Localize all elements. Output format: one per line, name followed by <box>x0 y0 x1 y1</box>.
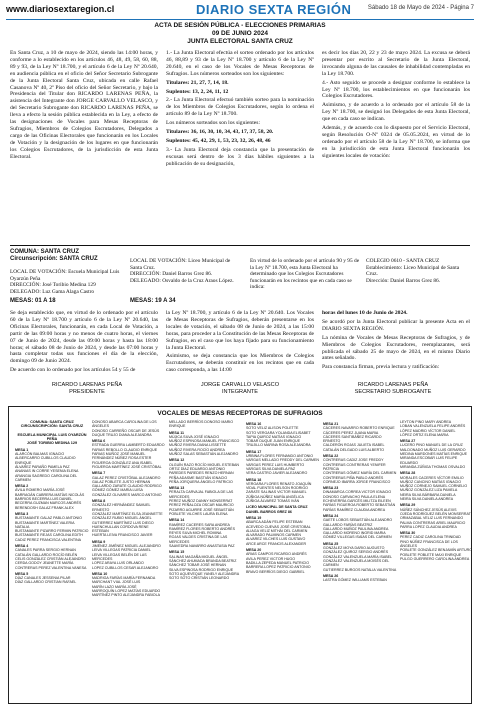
mesa-label: MESA 15 <box>169 550 185 555</box>
mesa-label: MESA 5 <box>15 571 29 576</box>
mesa-vocales-list: DINAMARCA CORREA VICTOR IGNACIO DONOSO CARVACHO PAULA ELENA ECHEVERRÍA GARCÉS MILITZA EILEEN FARÍAS FIGUEROA ROBERTO SEBASTIÁN FARÍAS RAMÍREZ CLAUDIA ANDREA <box>323 490 396 512</box>
vocales-column <box>246 420 320 574</box>
circunscripcion: Circunscripción: SANTA CRUZ <box>10 256 98 262</box>
acuerdo-paragraph: De acuerdo con lo ordenado por los artículos 54 y 55 de <box>10 367 136 374</box>
mesa-vocales-list: JIMÉNEZ JIMÉNEZ MIGUEL ALEJANDRO LEIVA VILLEGAS PATRICIA DANIEL LEIVA VILLEGAS BELÉN DE LAS MERCEDES LOPEZ ARAYA LUIS ORLANDO LOPEZ CUBILLOS CESAR ALEJANDRO <box>92 544 161 570</box>
mesa-vocales-list: SOTO VELIZ ALISON POLETTE SOTO VERGARA YOLANDA ELISABET TAPIA QUIROZ MATÍAS IGNACIO TOBAR DUQUE JUAN ENRIQUE TRUJILLO MARINA ROSA ALEJANDRA <box>246 426 311 448</box>
signer-integrante <box>165 382 315 396</box>
mesa-vocales-list: SALINAS MAGAÑA MIGUEL ÁNGEL SÁNCHEZ AHUMADA BRANDA BEATRIZ SÁNCHEZ TOBAR JOSÉ HERNAN SILVA ESPINOSA RODRIGO ENRIQUE SOTO AQUEVEQUE YANELY ALEJANDRA SOTO SOTO CRISTIÁN LEONARDO <box>169 554 240 581</box>
mesa-vocales-list: VERGARA FLORES RENATO JOAQUÍN VIDAL FUENTES NELSON RODRIGO ZARATE SALINAS VICTOR MANUEL ZÚÑIGA NÚÑEZ MARÍA ANGÉLICA ZÚÑIGA ÁLVAREZ TOMÁS IVÁN <box>246 481 312 504</box>
mesa-vocales-list: PERALTA CARVAJAL FABIOLA DE LAS MERCEDES PEREZ MUÑOZ DANNY MONSERRAT PEREZ PEÑALOZA OSCAR MAURICIO PIZARRO AGUIRRE JOSÉ SEBASTIÁN POBLETE VILCHES LAURA ELENA <box>169 490 234 516</box>
mesa-vocales-list: ALARCÓN BALMAS IGNACIO ALBERCARRO CUBILLOS CLAUDIO ENRIQUE ÁLVAREZ PARAÑO PAMELA PAZ ANANIAS IN CORRE YESENIA ELENA ARANGIA SAGREDO CAROLINA DEL CARMEN <box>15 452 79 482</box>
mesa-vocales-list: NÚÑEZ SÁNCHEZ JESÚS ALEXIS OJEDA RODRÍGUEZ BELÉN MONSERRAT ORMAZABAL VELIZ LUIS FERNANDO PALMA CONTRERAS ARIEL MAURICIO PARRA LOPEZ CLAUDIA ANDREA <box>400 507 471 529</box>
acta-date: 09 DE JUNIO 2024 <box>211 30 268 37</box>
acta-heading <box>0 22 480 46</box>
mesa-label: MESA 26 <box>323 573 339 578</box>
mesa-vocales-list: DONOSO ABARCA CAROLINA DE LOS ÁNGELES DONOSO CARREÑO OSCAR DE JESÚS DUQUE TRUJO DIANA ALEJANDRA <box>92 420 160 437</box>
signer-role: PRESIDENTE <box>69 389 105 395</box>
colegios-info: En virtud de lo ordenado por el artículo 90 y 95 de la Ley Nº 18.700, esta Junta Electoral ha determinado que los Colegios Escrutadores funcionarán en los recintos que en cada caso se indica: <box>250 258 360 290</box>
suplentes-vocales: Suplentes: 13, 2, 24, 11, 12 <box>166 88 229 95</box>
local-votacion-1: LOCAL DE VOTACIÓN: Escuela Municipal Luis Oyarzún Peña DIRECCIÓN: José Toribio Medina 129 DELEGADO: Luz Gama Alaga Castro <box>10 269 120 295</box>
mesa-label: MESA 20 <box>246 548 262 553</box>
publicacion-paragraph: Se acordó por la Junta Electoral publicar la presente Acta en el DIARIO SEXTA REGIÓN. <box>322 318 470 332</box>
mesa-vocales-list: GAETE LOBOS SEBASTIÁN ALEJANDRO GALLARDO FARÍAS BEATRIZ GALLARDO MUÑOZ PAULINA ANDREA GALLARDO MORENO INGRID MARIA GÓMEZ VILLEGAS ISAÍAS DEL CARMEN <box>323 518 393 540</box>
mesa-label: MESA 24 <box>323 513 339 518</box>
commune-title <box>10 249 98 263</box>
mesa-label: MESA 17 <box>246 449 262 454</box>
mesa-vocales-list: BUSTAMANTE GALAZ PABLO ANTONIO BUSTAMANTE MARTÍNEZ VALERIA NATALIA BUSTAMANTE PIZARRO FERMIN PATRICIO BUSTAMANTE REJAS CAROLINA EDITH CADIZ PEREZ FRANCISCA VALENTINA <box>15 516 89 542</box>
mesa-vocales-list: LEYTON PINO MARY ANDREA LOBAN VALENZUELA FELIPE ANDRÉS LÓPEZ MADRID VÍCTOR DANIEL LÓPEZ ORTIZ ELENA MARIA <box>400 420 466 437</box>
mesa-vocales-list: GONZÁLEZ HERNÁNDEZ SAMUEL ERNESTO GONZÁLEZ MARTÍNEZ ELSA JEANNETTE GONZÁLEZ RUBIO MIGUEL ÁNGEL GUTIERREZ MARTÍNEZ LUIS DIEGO HUENCHULLAN CORDOVA RENE ESTEBAN HUERTA LEIVA FRANCISCO JAVIER <box>92 503 163 538</box>
mesa-vocales-list: CÁCERES NAVARRO ROBERTO ENRIQUE CÁCERES PEREZ JUANA MARIA CÁCERES SANTIBÁÑEZ RICARDO ERNESTO CALDERÓN ROJAS JULIETA ISABEL CATALÁN DELGADO LUIS ALBERTO <box>323 426 395 452</box>
mesa-label: MESA 30 <box>400 531 416 536</box>
signer-role: SECRETARIO SUBROGANTE <box>354 389 432 395</box>
mesa-vocales-list: ESTRADA GUERRA LAMBERTO EDUARDO FARIAS REBOLLO CLAUDIO ENRIQUE FARIAS MUÑOZ JOSÉ MANUEL FERNÁNDEZ NÚÑEZ ROSA ESTER FIGUEROA GONZÁLEZ ANA ISABEL FIGUEROA MARTÍNEZ JOSÉ CRISTÓBAL <box>92 443 165 469</box>
mesa-label: MESA 13 <box>169 486 185 491</box>
newspaper-header <box>0 0 480 20</box>
mesa-vocales-list: LUCERO PINO MANUEL DE LA CRUZ MALDONADO MUÑOZ LUIS GERARDO MEDINA MARDONES MATÍAS ENRIQUE MIRANDA ESCOBAR LUIS FELIPE EDUARDO MIRANDA ZÚÑIGA THOMAS OSVALDO <box>400 443 468 469</box>
vocales-box <box>8 406 472 704</box>
header-rule <box>6 19 474 20</box>
intro-column-3 <box>322 50 470 162</box>
mesa-vocales-list: ARIAS CAMPOS RICARDO ANDRÉS AVILA PEREZ VICTOR HUGO BADILLA ZEPEDA MANUEL PATRICIO BARRERA LOPEZ PATRICIO ANTONIO BRAVO BERRÍOS DIEGO GABRIEL <box>246 552 311 574</box>
excusas-cont: es decir los días 20, 22 y 23 de mayo 2024. La excusa se deberá presentar por escrito al Secretario de la Junta Electoral, invocando alguna de las causales de inhabilidad contempladas en la Ley 18.700. <box>322 50 470 77</box>
mesa-vocales-list: GALAZ PEREZ CRISTÓBAL ALEJANDRO GALAZ POBLETE JUSTO HERNAN GALLARDO ZARATE CLAUDIO RODRIGO GÓMEZ GÓMEZ MARÍA LUISA GONZÁLEZ OLIVARES MARCO ANTONIO <box>92 475 162 497</box>
vocales-title: VOCALES DE MESAS RECEPTORAS DE SUFRAGIOS <box>157 410 323 417</box>
vocales-presentacion: la Ley Nº 18.700, y artículo 6 de la Ley Nº 20.640. Los Vocales de Mesas Receptoras de Sufragios, deberán presentarse en los locales de votación, el sábado 08 de Junio de 2024, a las 15:00 horas, para proceder a la Constitución de las Mesas Receptoras de Sufragios, en el caso que los haya fijado para su funcionamiento la Junta Electoral. <box>166 310 314 351</box>
mesa-vocales-list: GONZÁLEZ MOYA DARIO AUGUSTO GONZÁLEZ QUIROZ SERGIO ANDRÉS GONZÁLEZ VALENZUELA MARÍA ISABEL GONZÁLEZ VALENZUELA MOISÉS DEL CARMEN GUTIERREZ BURGOS NATALIA VALENTINA <box>323 546 397 572</box>
sorteo-paragraph: 1.- La Junta Electoral efectúa el sorteo ordenado por los artículos 46, 88,89 y 93 de la Ley Nº 18.700 y artículo 6 de la Ley Nº 20.640, en el caso de los Vocales de Mesas Receptoras de Sufragios. Los números sorteados son los siguientes: <box>166 50 314 77</box>
vocales-column <box>400 420 474 561</box>
acta-title: ACTA DE SESIÓN PÚBLICA - ELECCIONES PRIMARIAS <box>154 22 326 29</box>
mesa-vocales-list: LASTRA GÓMEZ WILLIAMS ESTEBAN <box>323 578 387 583</box>
mesa-label: MESA 27 <box>400 439 416 444</box>
signer-role: INTEGRANTE <box>221 389 259 395</box>
mesa-label: MESA 12 <box>169 458 185 463</box>
delegados-paragraph: Asimismo, y de acuerdo a lo ordenado por el artículo 58 de la Ley Nº 18.700, se designó los Delegados de esta Junta Electoral, que en cada caso se indican. <box>322 102 470 123</box>
site-url[interactable]: www.diariosextaregion.cl <box>6 4 115 14</box>
mesa-label: MESA 3 <box>15 511 29 516</box>
mesa-vocales-list: MORALES CACERES VÍCTOR EMILIO MUÑOZ CANCINO MATÍAS IGNACIO MUÑOZ CORNEJO SAMUEL CORNELIO MUÑOZ GONZÁLEZ LIZA PAMELA NEIRA SILVA BÁRBARA DANIELA NEIRA SILVA DANIELA ANDREA <box>400 475 468 502</box>
mesa-label: MESA 11 <box>169 430 185 435</box>
titulares-colegios: Titulares: 36, 16, 30, 10, 34, 43, 17, 37, 58, 20. <box>166 129 274 136</box>
mesa-label: LICEO MUNICIPAL DE SANTA CRUZ DANIEL BARROS GREZ 86 <box>246 505 308 514</box>
intro-column-2 <box>166 50 314 170</box>
signer-presidente <box>12 382 162 396</box>
constancia-paragraph: Para constancia firman, previa lectura y ratificación: <box>322 364 440 371</box>
local-votacion-2: LOCAL DE VOTACIÓN: Liceo Municipal de Santa Cruz. DIRECCIÓN: Daniel Barros Grez 86. DELEGADO: Osvaldo de la Cruz Araos López. <box>130 258 234 284</box>
mesa-vocales-list: ABARCA ADÁN FELIPE ESTEBAN ACEVEDO CUEVAS JOSÉ CRISTOBAL ALIAGA VELIZ MITHÁI DEL CARMEN ALVARADO PALMINOS CARMEN ALVAREZ VILCHES LUIS GUSTAVO ARCE ARCE FRANCIS ALEXANDER <box>246 520 311 546</box>
oficinas-paragraph: Se deja establecido que, en virtud de lo ordenado por el artículo 60 de la Ley Nº 18.700 y artículo 6 de la Ley Nº 20.640, las Oficinas Electorales, funcionarán, en cada Local de Votación, a partir de las 09:00 horas y no menos de cuatro horas, el viernes 07 de Junio de 2024, desde las 09:00 horas y hasta las 18:00 horas; el sábado 08 de Junio de 2024, y desde las 07:00 horas y hasta completar todas sus funciones el día de la elección, domingo 09 de Junio 2024. <box>10 310 158 365</box>
signers <box>0 382 480 402</box>
mesa-vocales-list: URBINA FLORES FERNANDO ANTONIO VARGAS MELLADO FREDDY DEL CARMEN VARGAS PEREZ LUIS HUMBERTO VARGAS SILVA DANIELA PAZ VERA CASTRO JAVIER ALEJANDRO <box>246 454 320 476</box>
mesa-vocales-list: RAMÍREZ CACERES SARA ANDREA RAMÍREZ FLORES ROBERTO ANDRÉS REYES SILVA MICHEL ROMINA ROJAS VALDES CRISTINA DE LAS MERCEDES SAAVEDRA NAVARRO ANASTASIA PAZ <box>169 522 235 549</box>
mesa-label: MESA 22 <box>323 454 339 459</box>
vocales-column <box>92 420 166 598</box>
mesa-label: MESA 18 <box>246 477 262 482</box>
colegios-paragraph: 2.- La Junta Electoral efectuó también sorteo para la nominación de los Miembros de Colegios Escrutadores, según lo ordena el artículo 89 de la Ley Nº 18.700. <box>166 97 314 118</box>
mesas-range-2: MESAS: 19 A 34 <box>130 298 176 304</box>
mesa-label: MESA 28 <box>400 471 416 476</box>
mesa-vocales-list: DÍAZ CANALES JESSENIA PILAR DÍAZ GALLARDO CRISTIAN RAFAEL <box>15 576 77 585</box>
mesa-label: MESA 6 <box>92 439 106 444</box>
signer-name: RICARDO LARENAS PEÑA <box>357 382 429 388</box>
mesa-vocales-list: ÁVILA ROMERO MARÍA JOSÉ BARRAGÁN CABRERA MATÍAS NICOLÁS BARRIOS BECERRA LUIS DANIEL BECERRA GUZMAN MARCOS ANDRÉS BERENDOSH GALAZ FRANK ALEX <box>15 488 85 510</box>
colegio-escrutador: COLEGIO 0610 - SANTA CRUZ Establecimiento: Liceo Municipal de Santa Cruz. Dirección: Daniel Barros Grez 86. <box>366 258 460 284</box>
commune-box <box>10 245 470 305</box>
reemplazantes-paragraph: La nómina de Vocales de Mesas Receptoras de Sufragios, y de Miembros de Colegios Escrutadores, reemplazantes, será publicada el sábado 25 de mayo de 2024, en el mismo Diario antes señalado. <box>322 334 470 362</box>
mesa-label: MESA 19 <box>246 515 262 520</box>
mesa-label: MESA 4 <box>15 544 29 549</box>
mesa-label: MESA 9 <box>92 539 106 544</box>
mesa-label: MESA 14 <box>169 518 185 523</box>
colegios-constitucion: Asimismo, se deja constancia que los Miembros de Colegios Escrutadores, se deberán constituir en los recintos que en cada caso corresponda, a las 14:00 <box>166 353 314 374</box>
commune-name: COMUNA: SANTA CRUZ <box>10 249 79 255</box>
mesa-vocales-list: CANALES PARRA SERGIO HERNAN CATALÁN GALLARDO ROCÍO BELÉN CELIS GONZÁLEZ CRISTIÁN ALEJANDRO CERDA GODOY JEANETTE MARÍA CONTRERAS PEREZ VALENTINA VANESA <box>15 548 87 570</box>
closing-column-1 <box>10 310 158 376</box>
mesa-label: MESA 1 <box>15 447 29 452</box>
intro-paragraph: En Santa Cruz, a 10 de mayo de 2024, siendo las 14:00 horas, y conforme a lo establecido en los artículos 46, 48, 49, 58, 60, 88, 89 y 93, de la Ley Nº 18.700, y el artículo 6 de la Ley Nº 20.640, en audiencia pública en el oficio del Señor Secretario Subrogante de la Junta Electoral Santa Cruz, ubicada en calle Rafael Casanova Nº 40, 2º Piso del oficio del Señor Secretario, y bajo la Presidencia del Titular don RICARDO LARENAS PEÑA, la asistencia del Integrante don JORGE CARVALLO VELASCO, y del Secretario Subrogante don RICARDO LARENAS PEÑA, se lleva a efecto la sesión pública establecida en la Ley, a efecto de las designaciones de Vocales para Mesas Receptoras de Sufragios, Miembros de Colegios Escrutadores, Delegados a cargo de las Oficinas Electorales que funcionarán en los Locales de Votación y la designación de los lugares en que funcionarán los Colegios Escrutadores, de la jurisdicción de esta Junta Electoral. <box>10 50 158 160</box>
vocales-column <box>15 420 89 585</box>
mesa-label: MESA 10 <box>92 571 108 576</box>
mesas-range-1: MESAS: 01 A 18 <box>10 298 56 304</box>
mesa-label: MESA 2 <box>15 484 29 489</box>
vocales-column-heading: COMUNA: SANTA CRUZ CIRCUNSCRIPCIÓN: SANTA CRUZ ESCUELA MUNICIPAL LUIS OYARZÚN PEÑA JOSÉ TORIBIO MEDINA 129 <box>17 420 87 446</box>
mesa-label: MESA 29 <box>400 503 416 508</box>
commune-top-rule <box>10 245 470 246</box>
vocales-column <box>323 420 397 582</box>
excusas-paragraph: 3.- La Junta Electoral deja constancia que la presentación de excusas será dentro de los 3 días hábiles siguientes a la publicación de su designación, <box>166 146 314 167</box>
page-date: Sábado 18 de Mayo de 2024 - Página 7 <box>367 5 474 11</box>
suplentes-colegios: Suplentes: 45, 42, 29, 1, 53, 23, 32, 26, 48, 46 <box>166 137 271 144</box>
newspaper-title: DIARIO SEXTA REGIÓN <box>196 2 352 17</box>
signer-name: RICARDO LARENAS PEÑA <box>51 382 123 388</box>
closing-column-2 <box>166 310 314 376</box>
numeros-label: Los números sorteados son los siguientes: <box>166 120 260 127</box>
locales-paragraph: Además, y de acuerdo con lo dispuesto por el Servicio Electoral, según Resolución O-Nº 0324 de 05.05.2024, en virtud de lo ordenado por el artículo 58 de la Ley Nº 18.700, se informa que en la jurisdicción de esta Junta Electoral funcionarán los siguientes locales de votación: <box>322 125 470 159</box>
mesa-vocales-list: PEREZ CADIZ CAROLINA TRINIDAD PINO NÚÑEZ FRANCISCA DE LOS ÁNGELES POBLETE GONZÁLEZ BENJAMÍN ARTURO POBLETE POBLETE MAXI ENRIQUE PULGO GUERRERO CAROLINA ANDREA <box>400 535 473 561</box>
mesa-vocales-list: MELLADO BERRÍOS DONOSO MARIO ENRIQUE <box>169 420 234 429</box>
mesa-label: MESA 25 <box>323 541 339 546</box>
mesa-label: MESA 8 <box>92 499 106 504</box>
titulares-vocales: Titulares: 21, 27, 7, 14, 18. <box>166 79 229 86</box>
mesa-label: MESA 21 <box>323 422 339 426</box>
signer-name: JORGE CARVALLO VELASCO <box>200 382 280 388</box>
mesa-vocales-list: OLGUÍN RAZO ROCÍO MIGUEL ESTEBAN ORTIZ DÍAZ EDUARDO ANTONIO PAREDES PAREDES RENZO HERNAN PEÑA ADASME BASTIÁN IGNACIO PEÑA JORQUERA ÁNGELO PATRICIO <box>169 462 239 484</box>
acta-junta: JUNTA ELECTORAL SANTA CRUZ <box>187 38 293 45</box>
lunes-horas: horas del lunes 10 de Junio de 2024. <box>322 310 408 316</box>
closing-column-3 <box>322 310 470 373</box>
mesa-label: MESA 16 <box>246 422 262 426</box>
intro-column-1 <box>10 50 158 163</box>
mesa-vocales-list: CONTRERAS CADIZ JOSE FREDDY CONTRERAS CONTRERAS YENIFER PATRICIA CONTRERAS GÓMEZ MARÍA DEL CARMEN CONTRERAS PIÑA PABLO ANDRÉS CORNEJO IBARRA JORGE FRANCISCO <box>323 458 397 484</box>
mesa-vocales-list: MÚJICA SILVA JOSÉ IGNACIO MUÑOZ ESPINOSA MANUEL FRANCISCO MUÑOZ RIVERA DIANA LISSETTE MUÑOZ RIVERA ROCÍO ANDREA MUÑOZ SALAS SEBASTIÁN ALEJANDRO <box>169 434 240 457</box>
mesa-label: MESA 23 <box>323 486 339 491</box>
designacion-paragraph: 4.- Asto seguido se procede a designar conforme lo establece la Ley Nº 18.700, los establecimientos en que funcionarán los Colegios Escrutadores. <box>322 79 470 100</box>
vocales-column <box>169 420 243 580</box>
mesa-label: MESA 7 <box>92 471 106 476</box>
mesa-vocales-list: MADRIGA FARÍAS MARÍA FERNANDA MARCHANT VIAL JOSÉ LUIS MARÍN LAZO MARÍA JOSÉ MARROQUÍN LOPEZ MATÍAS EDUARDO MARTÍNEZ PINTO ALEJANDRA FABIOLA <box>92 576 161 598</box>
signer-secretario <box>318 382 468 396</box>
